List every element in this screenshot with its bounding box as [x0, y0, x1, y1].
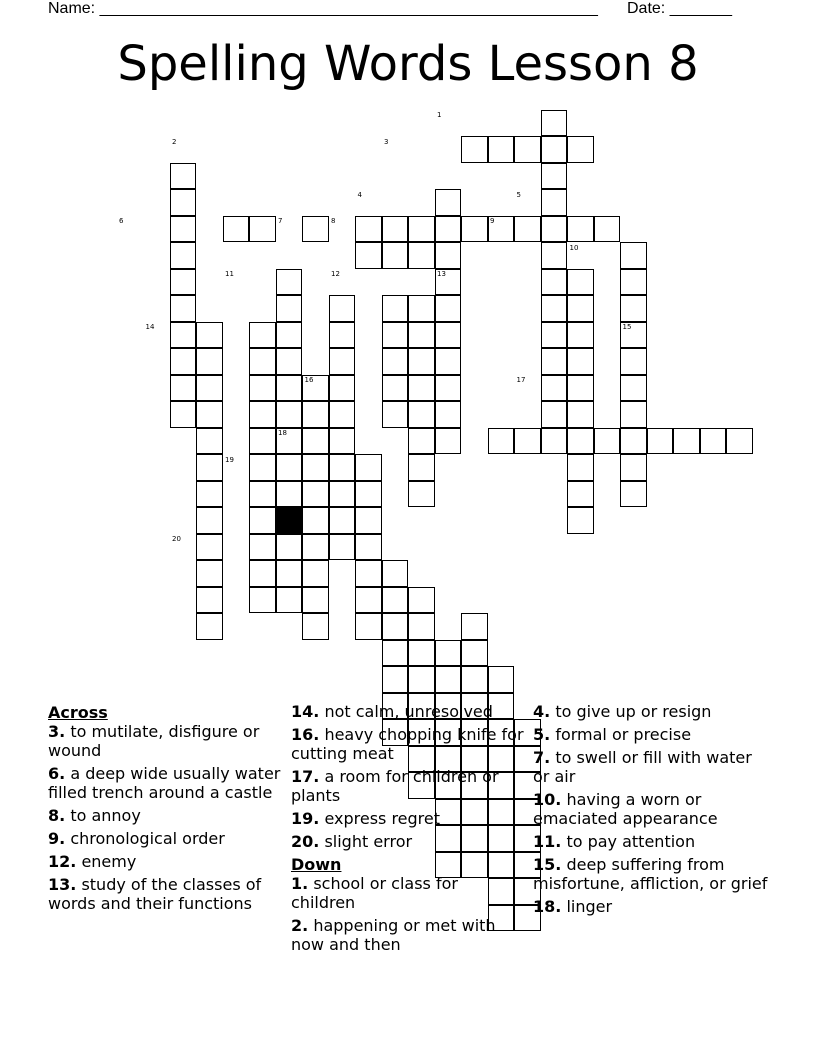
grid-cell[interactable] — [567, 348, 594, 375]
grid-cell[interactable] — [196, 454, 223, 481]
grid-cell[interactable] — [302, 428, 329, 455]
grid-cell[interactable] — [302, 401, 329, 428]
grid-cell[interactable] — [594, 428, 621, 455]
grid-cell[interactable] — [355, 242, 382, 269]
grid-cell[interactable] — [435, 375, 462, 402]
clue-down-2: 2. happening or met with now and then — [291, 916, 496, 954]
grid-cell[interactable] — [567, 507, 594, 534]
grid-cell[interactable] — [541, 216, 568, 243]
grid-cell[interactable] — [435, 216, 462, 243]
grid-cell[interactable] — [461, 640, 488, 667]
grid-cell[interactable] — [408, 322, 435, 349]
clue-number-2: 2 — [172, 137, 177, 146]
grid-cell[interactable] — [435, 428, 462, 455]
clue-across-8: 8. to annoy — [48, 806, 141, 825]
page-title: Spelling Words Lesson 8 — [117, 36, 699, 92]
clue-number-20: 20 — [172, 535, 181, 543]
grid-cell[interactable] — [620, 375, 647, 402]
clue-down-4: 4. to give up or resign — [533, 702, 712, 721]
clue-number-19: 19 — [225, 455, 234, 464]
grid-cell[interactable] — [408, 587, 435, 614]
grid-cell[interactable] — [249, 560, 276, 587]
grid-cell[interactable] — [514, 216, 541, 243]
clue-number-18: 18 — [278, 429, 287, 437]
grid-cell[interactable] — [620, 401, 647, 428]
grid-cell[interactable] — [355, 587, 382, 614]
clue-number-6: 6 — [119, 217, 124, 225]
clue-number-17: 17 — [516, 376, 526, 384]
grid-cell[interactable] — [276, 348, 303, 375]
clue-number-5: 5 — [516, 190, 521, 199]
grid-cell[interactable] — [541, 295, 568, 322]
grid-cell[interactable] — [567, 428, 594, 455]
grid-cell[interactable] — [355, 534, 382, 561]
clue-column-3 — [533, 702, 769, 920]
grid-cell[interactable] — [435, 295, 462, 322]
grid-cell[interactable] — [302, 481, 329, 508]
grid-cell[interactable] — [249, 534, 276, 561]
down-heading: Down — [291, 855, 342, 874]
grid-cell[interactable] — [382, 613, 409, 640]
grid-cell[interactable] — [435, 322, 462, 349]
grid-cell[interactable] — [620, 242, 647, 269]
clue-down-1: 1. school or class for children — [291, 874, 458, 912]
clue-number-12: 12 — [331, 270, 340, 278]
grid-cell[interactable] — [541, 348, 568, 375]
grid-cell[interactable] — [302, 560, 329, 587]
grid-cell[interactable] — [541, 163, 568, 190]
grid-cell[interactable] — [276, 269, 303, 296]
clue-number-11: 11 — [225, 270, 234, 278]
grid-cell[interactable] — [382, 560, 409, 587]
grid-cell[interactable] — [382, 348, 409, 375]
grid-cell[interactable] — [170, 163, 197, 190]
grid-cell[interactable] — [382, 375, 409, 402]
grid-cell[interactable] — [170, 189, 197, 216]
clue-across-12: 12. enemy — [48, 852, 137, 871]
grid-cell[interactable] — [223, 216, 250, 243]
grid-cell[interactable] — [408, 242, 435, 269]
clue-number-3: 3 — [384, 137, 389, 146]
grid-cell[interactable] — [408, 454, 435, 481]
clue-down-5: 5. formal or precise — [533, 725, 692, 744]
clue-number-8: 8 — [331, 217, 336, 225]
grid-cell[interactable] — [567, 375, 594, 402]
grid-cell[interactable] — [196, 428, 223, 455]
grid-cell[interactable] — [382, 666, 409, 693]
grid-cell[interactable] — [249, 216, 276, 243]
grid-cell[interactable] — [329, 348, 356, 375]
grid-cell[interactable] — [488, 428, 515, 455]
grid-cell[interactable] — [196, 534, 223, 561]
grid-cell[interactable] — [329, 428, 356, 455]
grid-cell[interactable] — [435, 189, 462, 216]
grid-cell[interactable] — [302, 216, 329, 243]
clue-down-18: 18. linger — [533, 897, 613, 916]
clue-number-14: 14 — [145, 323, 155, 331]
grid-cell[interactable] — [408, 640, 435, 667]
grid-cell[interactable] — [647, 428, 674, 455]
grid-cell[interactable] — [302, 454, 329, 481]
grid-cell[interactable] — [355, 216, 382, 243]
grid-cell[interactable] — [408, 348, 435, 375]
grid-cell[interactable] — [329, 454, 356, 481]
grid-cell[interactable] — [382, 401, 409, 428]
grid-cell[interactable] — [541, 110, 568, 137]
grid-cell[interactable] — [249, 454, 276, 481]
clue-across-13: 13. study of the classes of words and their functions — [48, 875, 262, 913]
grid-cell[interactable] — [329, 401, 356, 428]
grid-cell[interactable] — [435, 666, 462, 693]
grid-cell[interactable] — [408, 481, 435, 508]
grid-cell[interactable] — [514, 136, 541, 163]
grid-cell[interactable] — [435, 401, 462, 428]
clue-number-13: 13 — [437, 270, 446, 278]
grid-cell[interactable] — [726, 428, 753, 455]
clue-down-7: 7. to swell or fill with water or air — [533, 748, 752, 786]
grid-cell[interactable] — [355, 454, 382, 481]
grid-cell[interactable] — [408, 375, 435, 402]
grid-cell[interactable] — [170, 322, 197, 349]
grid-cell[interactable] — [329, 507, 356, 534]
grid-cell[interactable] — [329, 481, 356, 508]
grid-cell[interactable] — [196, 560, 223, 587]
clue-number-4: 4 — [357, 190, 362, 199]
grid-cell[interactable] — [567, 322, 594, 349]
grid-cell[interactable] — [461, 613, 488, 640]
clue-column-2 — [291, 702, 527, 958]
grid-cell[interactable] — [249, 348, 276, 375]
grid-cell[interactable] — [355, 481, 382, 508]
grid-cell[interactable] — [620, 295, 647, 322]
grid-cell[interactable] — [567, 136, 594, 163]
clue-down-10: 10. having a worn or emaciated appearance — [533, 790, 718, 828]
clue-down-11: 11. to pay attention — [533, 832, 696, 851]
grid-cell[interactable] — [249, 375, 276, 402]
black-cell — [276, 507, 303, 534]
grid-cell[interactable] — [249, 322, 276, 349]
grid-cell[interactable] — [196, 348, 223, 375]
grid-cell[interactable] — [382, 322, 409, 349]
grid-cell[interactable] — [382, 242, 409, 269]
grid-cell[interactable] — [408, 428, 435, 455]
grid-cell[interactable] — [329, 534, 356, 561]
grid-cell[interactable] — [408, 216, 435, 243]
grid-cell[interactable] — [276, 560, 303, 587]
grid-cell[interactable] — [276, 322, 303, 349]
clue-across-9: 9. chronological order — [48, 829, 225, 848]
grid-cell[interactable] — [302, 613, 329, 640]
grid-cell[interactable] — [567, 454, 594, 481]
clue-across-6: 6. a deep wide usually water filled trench around a castle — [48, 764, 281, 802]
grid-cell[interactable] — [408, 295, 435, 322]
grid-cell[interactable] — [541, 375, 568, 402]
grid-cell[interactable] — [567, 295, 594, 322]
grid-cell[interactable] — [170, 216, 197, 243]
grid-cell[interactable] — [488, 666, 515, 693]
grid-cell[interactable] — [276, 454, 303, 481]
grid-cell[interactable] — [276, 481, 303, 508]
grid-cell[interactable] — [249, 481, 276, 508]
clue-number-16: 16 — [304, 376, 314, 384]
clue-column-1 — [48, 702, 284, 917]
grid-cell[interactable] — [276, 295, 303, 322]
grid-cell[interactable] — [620, 348, 647, 375]
grid-cell[interactable] — [249, 587, 276, 614]
grid-cell[interactable] — [170, 375, 197, 402]
grid-cell[interactable] — [541, 322, 568, 349]
grid-cell[interactable] — [541, 401, 568, 428]
grid-cell[interactable] — [382, 640, 409, 667]
grid-cell[interactable] — [196, 613, 223, 640]
grid-cell[interactable] — [620, 428, 647, 455]
grid-cell[interactable] — [302, 587, 329, 614]
grid-cell[interactable] — [329, 375, 356, 402]
grid-cell[interactable] — [488, 136, 515, 163]
grid-cell[interactable] — [382, 295, 409, 322]
grid-cell[interactable] — [541, 136, 568, 163]
name-field: Name: ________________________________________________________ — [48, 0, 598, 17]
date-field: Date: _______ — [627, 0, 732, 17]
grid-cell[interactable] — [567, 269, 594, 296]
grid-cell[interactable] — [196, 481, 223, 508]
grid-cell[interactable] — [170, 295, 197, 322]
grid-cell[interactable] — [382, 216, 409, 243]
clue-across-3: 3. to mutilate, disfigure or wound — [48, 722, 260, 760]
grid-cell[interactable] — [408, 401, 435, 428]
clue-across-17: 17. a room for children or plants — [291, 767, 499, 805]
grid-cell[interactable] — [249, 428, 276, 455]
grid-cell[interactable] — [196, 322, 223, 349]
clue-number-1: 1 — [437, 111, 442, 119]
grid-cell[interactable] — [620, 454, 647, 481]
grid-cell[interactable] — [567, 216, 594, 243]
grid-cell[interactable] — [196, 375, 223, 402]
clue-number-9: 9 — [490, 217, 495, 225]
grid-cell[interactable] — [435, 640, 462, 667]
grid-cell[interactable] — [567, 481, 594, 508]
grid-cell[interactable] — [541, 242, 568, 269]
grid-cell[interactable] — [461, 136, 488, 163]
grid-cell[interactable] — [302, 534, 329, 561]
grid-cell[interactable] — [620, 481, 647, 508]
grid-cell[interactable] — [170, 269, 197, 296]
grid-cell[interactable] — [567, 401, 594, 428]
grid-cell[interactable] — [541, 428, 568, 455]
grid-cell[interactable] — [620, 269, 647, 296]
grid-cell[interactable] — [276, 534, 303, 561]
grid-cell[interactable] — [435, 242, 462, 269]
grid-cell[interactable] — [196, 587, 223, 614]
grid-cell[interactable] — [329, 295, 356, 322]
grid-cell[interactable] — [170, 348, 197, 375]
grid-cell[interactable] — [514, 428, 541, 455]
grid-cell[interactable] — [541, 189, 568, 216]
clue-across-19: 19. express regret — [291, 809, 441, 828]
grid-cell[interactable] — [196, 507, 223, 534]
clue-across-14: 14. not calm, unresolved — [291, 702, 493, 721]
clue-number-10: 10 — [569, 243, 579, 252]
across-heading: Across — [48, 703, 108, 722]
clue-across-20: 20. slight error — [291, 832, 413, 851]
grid-cell[interactable] — [329, 322, 356, 349]
grid-cell[interactable] — [408, 666, 435, 693]
grid-cell[interactable] — [276, 401, 303, 428]
grid-cell[interactable] — [461, 666, 488, 693]
grid-cell[interactable] — [196, 401, 223, 428]
grid-cell[interactable] — [355, 507, 382, 534]
clue-across-16: 16. heavy chopping knife for cutting meat — [291, 725, 524, 763]
grid-cell[interactable] — [276, 375, 303, 402]
grid-cell[interactable] — [355, 613, 382, 640]
grid-cell[interactable] — [408, 613, 435, 640]
grid-cell[interactable] — [594, 216, 621, 243]
grid-cell[interactable] — [700, 428, 727, 455]
grid-cell[interactable] — [302, 507, 329, 534]
grid-cell[interactable] — [382, 587, 409, 614]
grid-cell[interactable] — [170, 242, 197, 269]
clue-number-15: 15 — [622, 323, 632, 331]
grid-cell[interactable] — [541, 269, 568, 296]
clue-down-15: 15. deep suffering from misfortune, affliction, or grief — [533, 855, 768, 893]
grid-cell[interactable] — [249, 507, 276, 534]
grid-cell[interactable] — [249, 401, 276, 428]
clue-number-7: 7 — [278, 217, 283, 225]
grid-cell[interactable] — [673, 428, 700, 455]
grid-cell[interactable] — [435, 348, 462, 375]
grid-cell[interactable] — [461, 216, 488, 243]
grid-cell[interactable] — [276, 587, 303, 614]
grid-cell[interactable] — [170, 401, 197, 428]
grid-cell[interactable] — [355, 560, 382, 587]
